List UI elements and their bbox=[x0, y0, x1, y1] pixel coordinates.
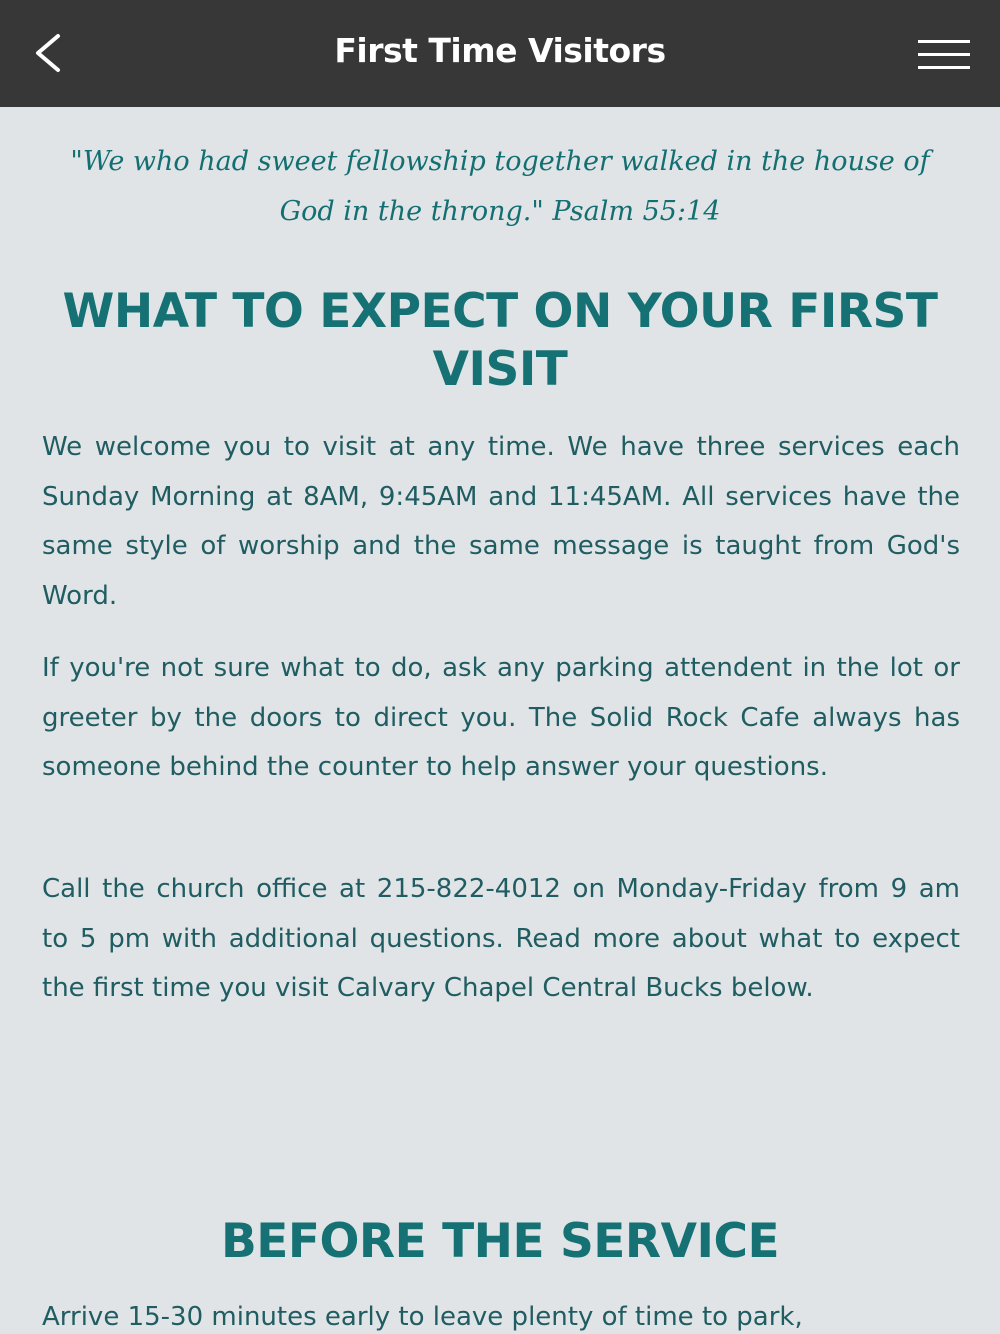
page-content bbox=[0, 107, 1000, 1334]
page-title: First Time Visitors bbox=[334, 31, 666, 70]
before-service-paragraph: Arrive 15-30 minutes early to leave plenty of time to park, bbox=[42, 1302, 803, 1332]
back-button[interactable] bbox=[24, 26, 74, 80]
services-paragraph: We welcome you to visit at any time. We have three services each Sunday Morning at 8AM, 9:45AM and 11:45AM. All services have the same style of worship and the same message is taught from God's Word. bbox=[42, 432, 960, 612]
menu-button[interactable] bbox=[918, 38, 972, 72]
app-header bbox=[0, 0, 1000, 107]
before-service-heading: BEFORE THE SERVICE bbox=[220, 1214, 780, 1269]
chevron-left-icon bbox=[24, 26, 74, 80]
contact-paragraph: Call the church office at 215-822-4012 on Monday-Friday from 9 am to 5 pm with additional questions. Read more about what to expect the first time you visit Calvary Chapel Central Bucks below. bbox=[42, 874, 960, 1004]
first-visit-heading: WHAT TO EXPECT ON YOUR FIRST VISIT bbox=[62, 284, 938, 397]
hamburger-menu-icon bbox=[918, 38, 972, 72]
help-paragraph: If you're not sure what to do, ask any parking attendent in the lot or greeter by the doors to direct you. The Solid Rock Cafe always has someone behind the counter to help answer your questions. bbox=[42, 653, 960, 783]
scripture-quote: "We who had sweet fellowship together walked in the house of God in the throng." Psalm 55:14 bbox=[70, 146, 930, 227]
